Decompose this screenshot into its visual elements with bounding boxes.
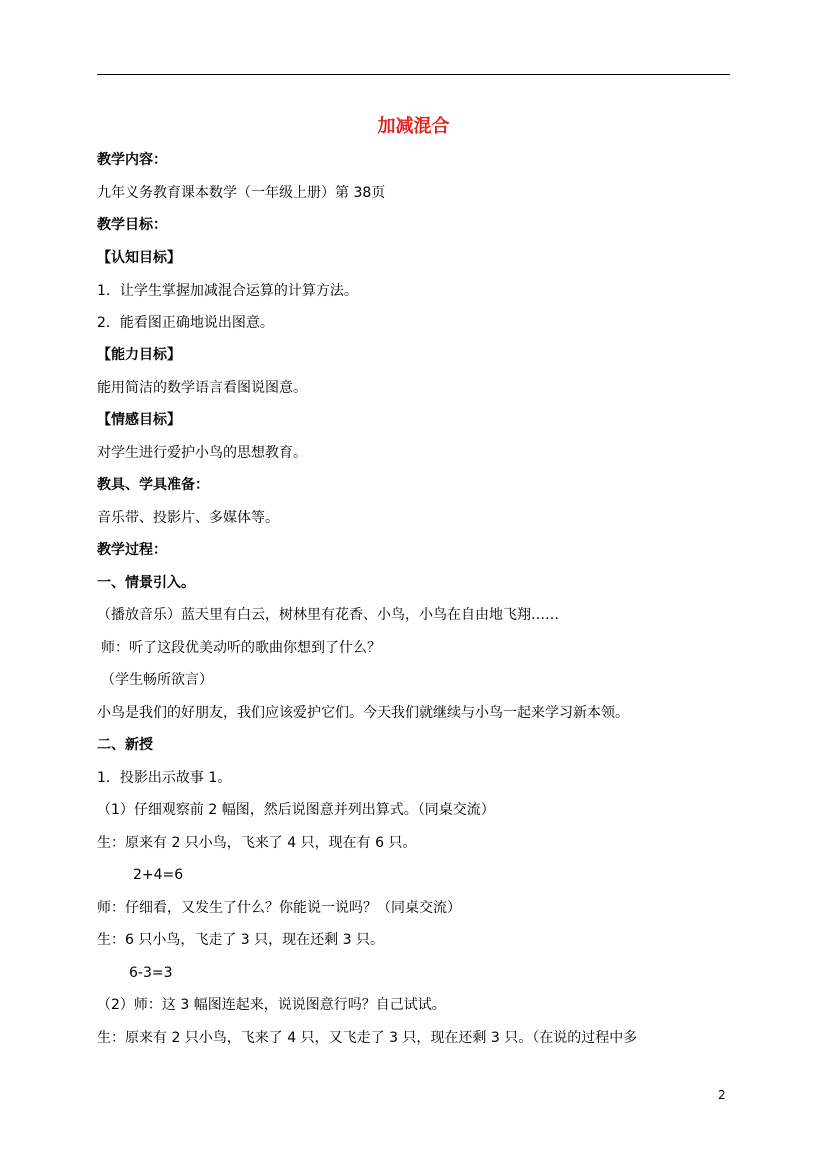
paragraph-student-answer-2: 生：6 只小鸟，飞走了 3 只，现在还剩 3 只。 (97, 932, 384, 948)
paragraph-students-speak: （学生畅所欲言） (101, 672, 213, 688)
document-title: 加减混合 (377, 116, 450, 137)
page-number: 2 (718, 1088, 726, 1102)
paragraph-teacher-question: 师：听了这段优美动听的歌曲你想到了什么？ (101, 640, 381, 656)
paragraph-observe-2: （2）师：这 3 幅图连起来，说说图意行吗？自己试试。 (97, 997, 446, 1013)
paragraph-student-answer-1: 生：原来有 2 只小鸟，飞来了 4 只，现在有 6 只。 (97, 835, 417, 851)
heading-new-lesson: 二、新授 (97, 737, 153, 753)
paragraph-materials: 音乐带、投影片、多媒体等。 (97, 510, 279, 526)
paragraph-observe-1: （1）仔细观察前 2 幅图，然后说图意并列出算式。（同桌交流） (97, 802, 495, 818)
header-rule (97, 74, 730, 75)
equation-2: 6-3=3 (129, 965, 173, 981)
paragraph-emotion: 对学生进行爱护小鸟的思想教育。 (97, 445, 307, 461)
heading-intro: 一、情景引入。 (97, 575, 195, 591)
paragraph-student-answer-3: 生：原来有 2 只小鸟，飞来了 4 只，又飞走了 3 只，现在还剩 3 只。（在说的过程中多 (97, 1030, 638, 1046)
paragraph-birds-friends: 小鸟是我们的好朋友，我们应该爱护它们。今天我们就继续与小鸟一起来学习新本领。 (97, 705, 629, 721)
heading-teaching-content: 教学内容： (97, 152, 167, 168)
heading-materials: 教具、学具准备： (97, 477, 209, 493)
paragraph-textbook: 九年义务教育课本数学（一年级上册）第 38页 (97, 185, 386, 201)
heading-teaching-goals: 教学目标： (97, 217, 167, 233)
heading-cognitive-goals: 【认知目标】 (97, 250, 181, 266)
paragraph-ability: 能用简洁的数学语言看图说图意。 (97, 380, 307, 396)
equation-1: 2+4=6 (133, 867, 184, 883)
heading-process: 教学过程： (97, 542, 167, 558)
paragraph-music: （播放音乐）蓝天里有白云，树林里有花香、小鸟，小鸟在自由地飞翔…… (97, 607, 559, 623)
list-item-cognitive-1: 1．让学生掌握加减混合运算的计算方法。 (97, 283, 358, 299)
list-item-story-1: 1．投影出示故事 1。 (97, 770, 232, 786)
paragraph-teacher-look: 师：仔细看，又发生了什么？你能说一说吗？（同桌交流） (97, 900, 461, 916)
heading-emotion-goals: 【情感目标】 (97, 412, 181, 428)
heading-ability-goals: 【能力目标】 (97, 347, 181, 363)
list-item-cognitive-2: 2．能看图正确地说出图意。 (97, 315, 274, 331)
